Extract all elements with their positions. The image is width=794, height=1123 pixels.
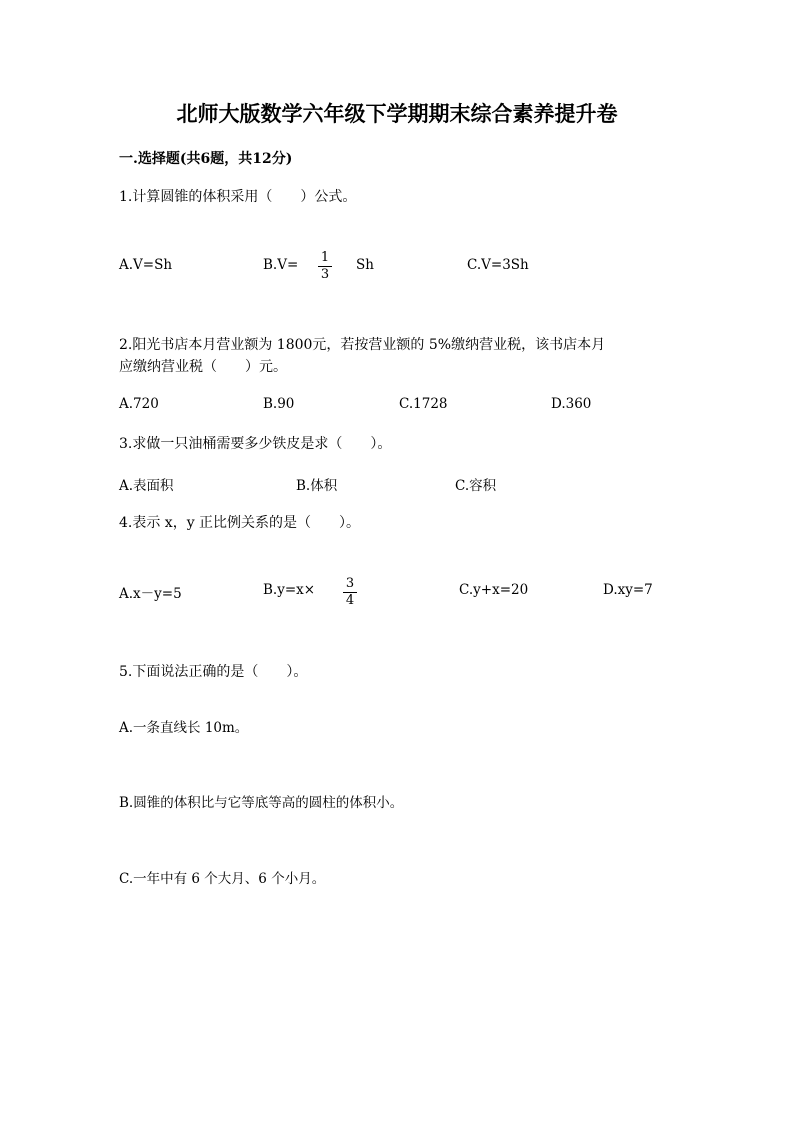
fraction-denominator: 4 bbox=[345, 593, 355, 608]
question-3-option-c: C.容积 bbox=[455, 478, 497, 494]
question-4-option-b: B.y=x× bbox=[263, 582, 316, 598]
page-title: 北师大版数学六年级下学期期末综合素养提升卷 bbox=[176, 101, 618, 126]
question-5-stem: 5.下面说法正确的是（ ）。 bbox=[119, 664, 308, 680]
question-5-option-a: A.一条直线长 10m。 bbox=[119, 720, 249, 736]
question-2-option-b: B.90 bbox=[263, 396, 295, 412]
question-1-fraction bbox=[318, 251, 332, 282]
question-4-stem: 4.表示 x，y 正比例关系的是（ ）。 bbox=[119, 515, 361, 531]
question-5-option-c: C.一年中有 6 个大月、6 个小月。 bbox=[119, 871, 326, 887]
question-3-stem: 3.求做一只油桶需要多少铁皮是求（ ）。 bbox=[119, 436, 392, 452]
question-2-stem-line2: 应缴纳营业税（ ）元。 bbox=[119, 359, 287, 375]
question-4-fraction bbox=[343, 577, 357, 608]
question-4-option-a: A.x－y=5 bbox=[119, 586, 182, 602]
question-2-option-c: C.1728 bbox=[399, 396, 448, 412]
question-1-option-b: B.V= bbox=[263, 257, 299, 273]
fraction-numerator: 1 bbox=[320, 250, 330, 265]
question-2-option-d: D.360 bbox=[551, 396, 592, 412]
question-1-option-a: A.V=Sh bbox=[119, 257, 173, 273]
section-header: 一.选择题(共6题，共12分) bbox=[119, 151, 293, 167]
fraction-denominator: 3 bbox=[320, 267, 330, 282]
question-4-option-c: C.y+x=20 bbox=[459, 582, 529, 598]
question-1-stem: 1.计算圆锥的体积采用（ ）公式。 bbox=[119, 189, 357, 205]
question-2-option-a: A.720 bbox=[119, 396, 159, 412]
question-3-option-a: A.表面积 bbox=[119, 478, 174, 494]
question-3-option-b: B.体积 bbox=[296, 478, 338, 494]
question-5-option-b: B.圆锥的体积比与它等底等高的圆柱的体积小。 bbox=[119, 795, 404, 811]
question-1-option-b-suffix: Sh bbox=[356, 257, 374, 273]
fraction-numerator: 3 bbox=[345, 576, 355, 591]
question-2-stem-line1: 2.阳光书店本月营业额为 1800元，若按营业额的 5%缴纳营业税，该书店本月 bbox=[119, 337, 606, 353]
question-4-option-d: D.xy=7 bbox=[603, 582, 653, 598]
question-1-option-c: C.V=3Sh bbox=[467, 257, 529, 273]
